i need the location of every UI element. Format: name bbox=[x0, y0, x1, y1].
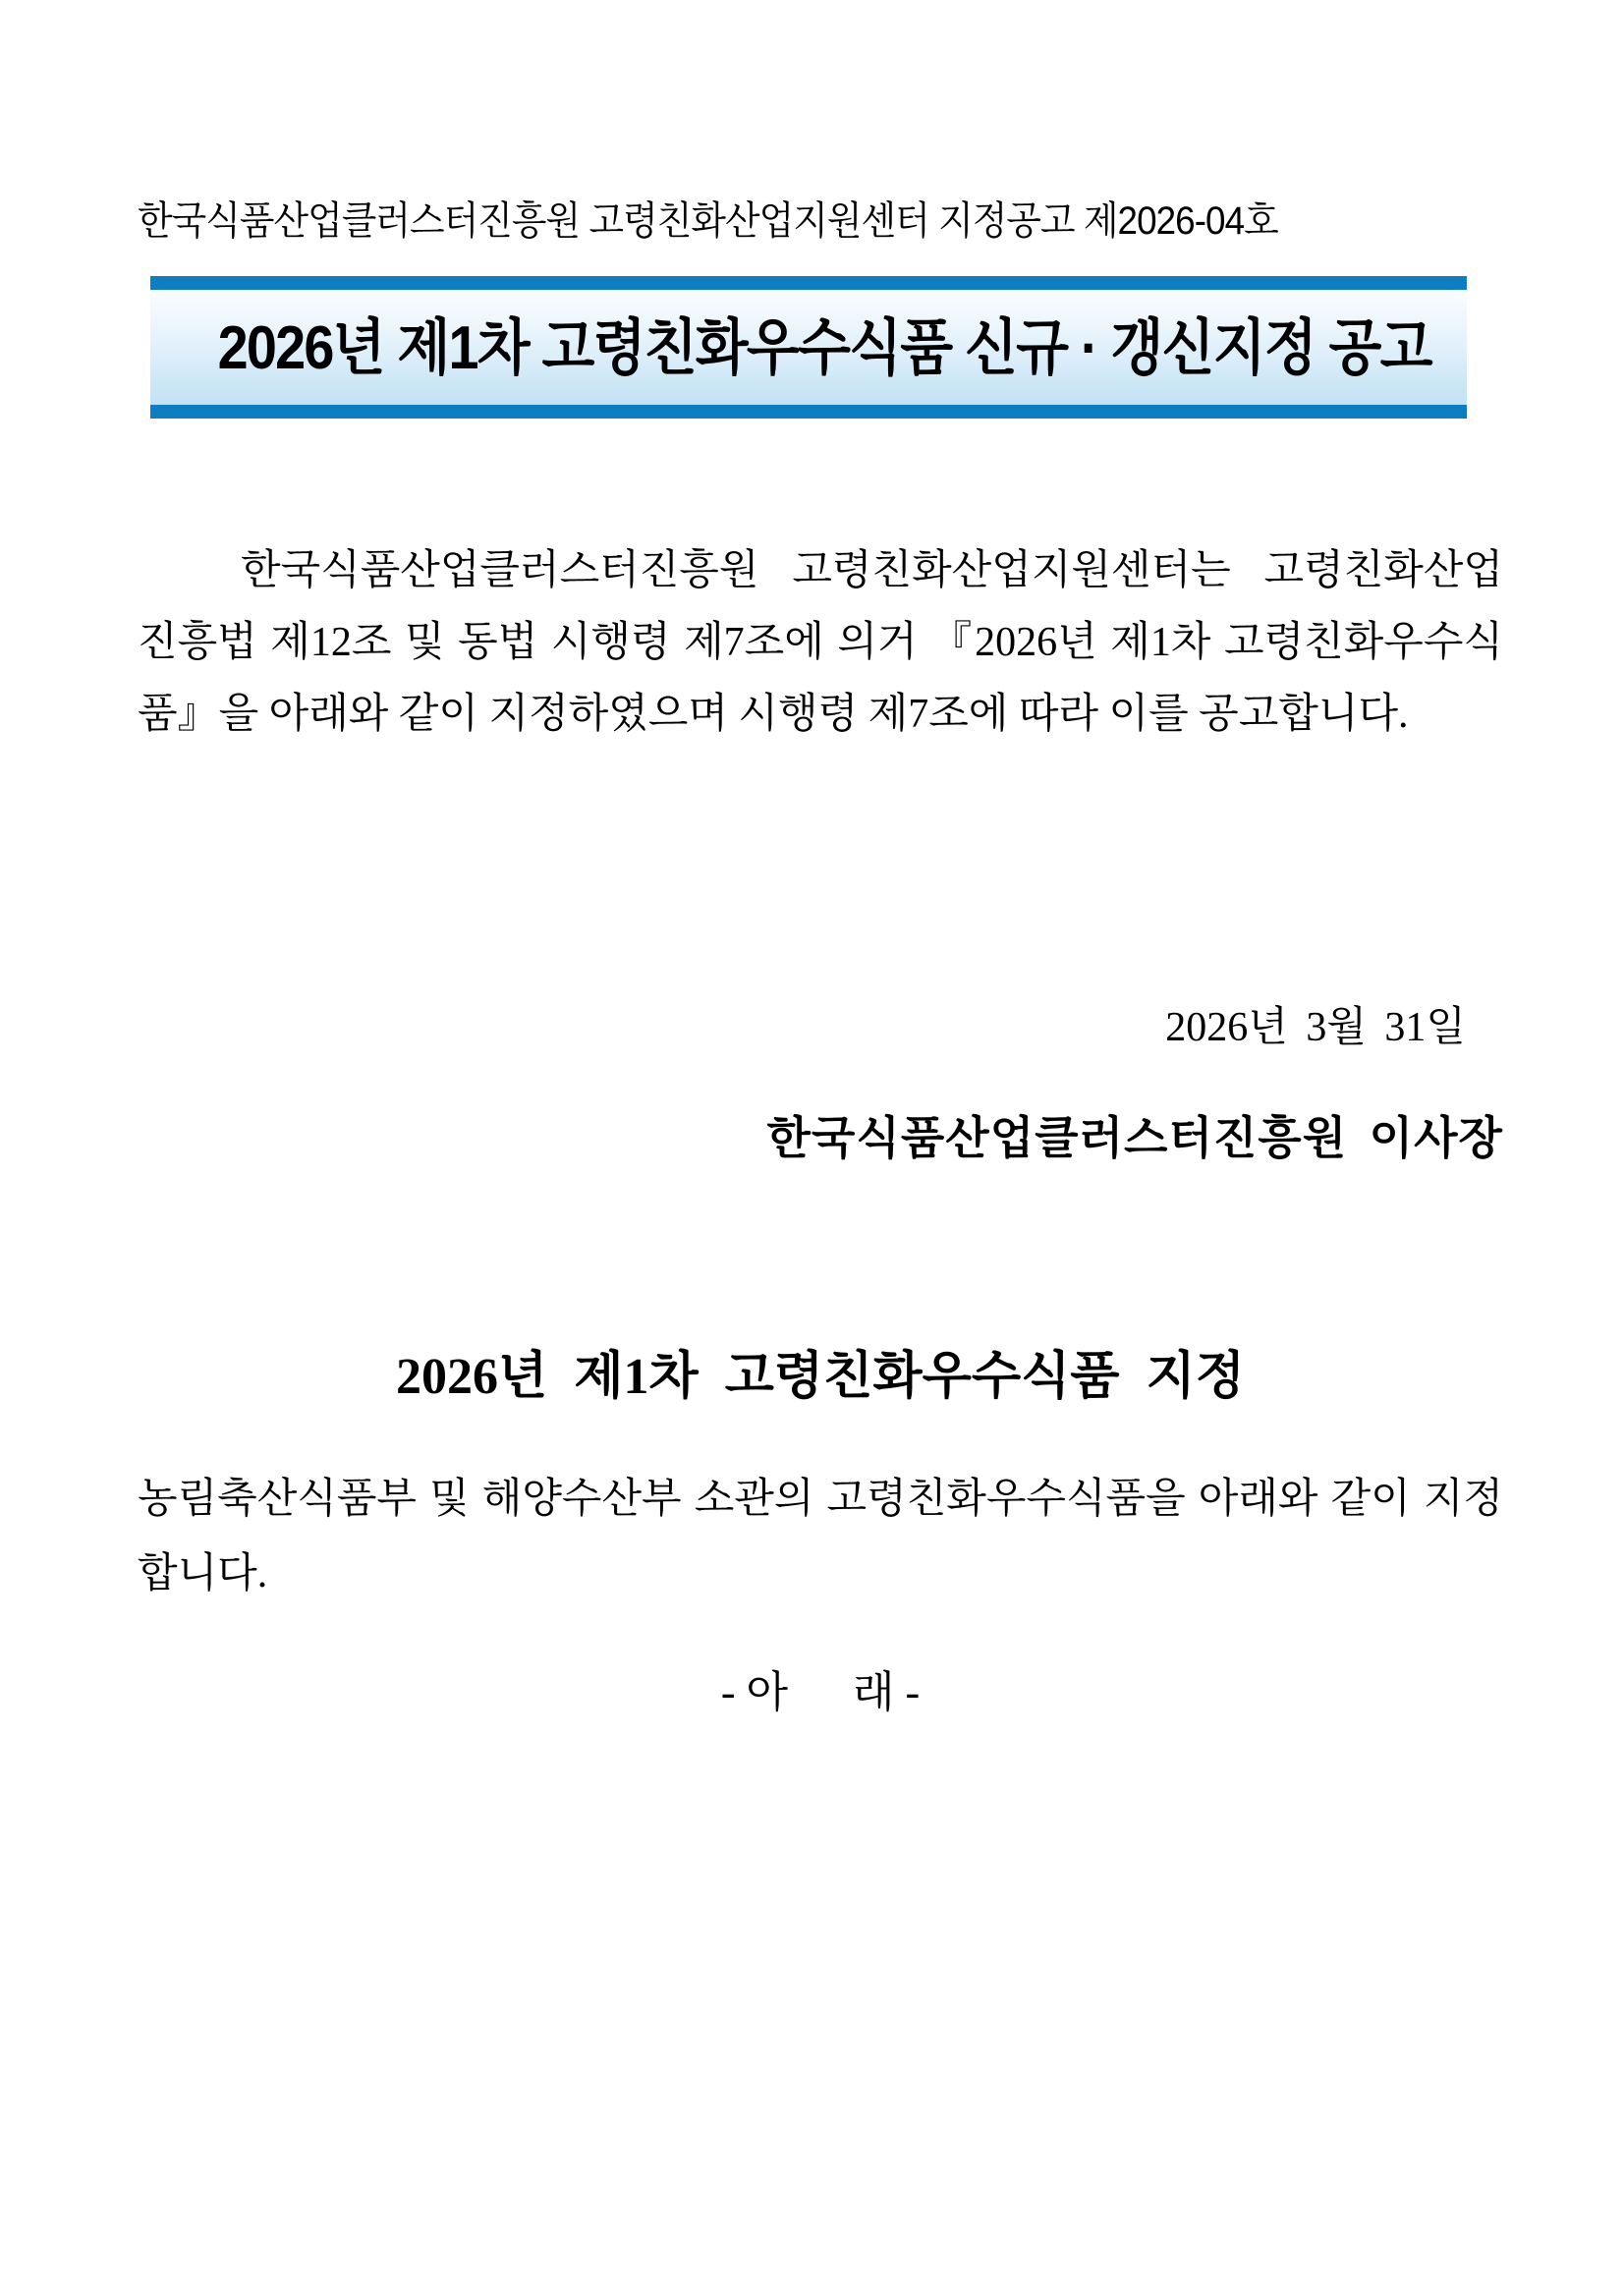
banner-bottom-bar bbox=[150, 405, 1467, 419]
page-title: 2026년 제1차 고령친화우수식품 신규 · 갱신지정 공고 bbox=[217, 313, 1431, 382]
signatory-line: 한국식품산업클러스터진흥원 이사장 bbox=[766, 1113, 1503, 1163]
doc-number-line: 한국식품산업클러스터진흥원 고령친화산업지원센터 지정공고 제2026-04호 bbox=[138, 199, 1278, 243]
title-banner bbox=[150, 276, 1467, 419]
section-body-paragraph: 농림축산식품부 및 해양수산부 소관의 고령친화우수식품을 아래와 같이 지정합니다. bbox=[138, 1477, 1503, 1596]
banner-gradient-body bbox=[150, 290, 1467, 405]
banner-top-bar bbox=[150, 276, 1467, 290]
below-marker: - 아 래 - bbox=[720, 1668, 921, 1716]
announcement-body-paragraph: 한국식품산업클러스터진흥원 고령친화산업지원센터는 고령친화산업 진흥법 제12조 및 동법 시행령 제7조에 의거 『2026년 제1차 고령친화우수식품』을 아래와 같이 지정하였으며 시행령 제7조에 따라 이를 공고합니다. bbox=[138, 548, 1503, 737]
section-heading: 2026년 제1차 고령친화우수식품 지정 bbox=[395, 1349, 1246, 1405]
announcement-date: 2026년 3월 31일 bbox=[1165, 1005, 1466, 1050]
